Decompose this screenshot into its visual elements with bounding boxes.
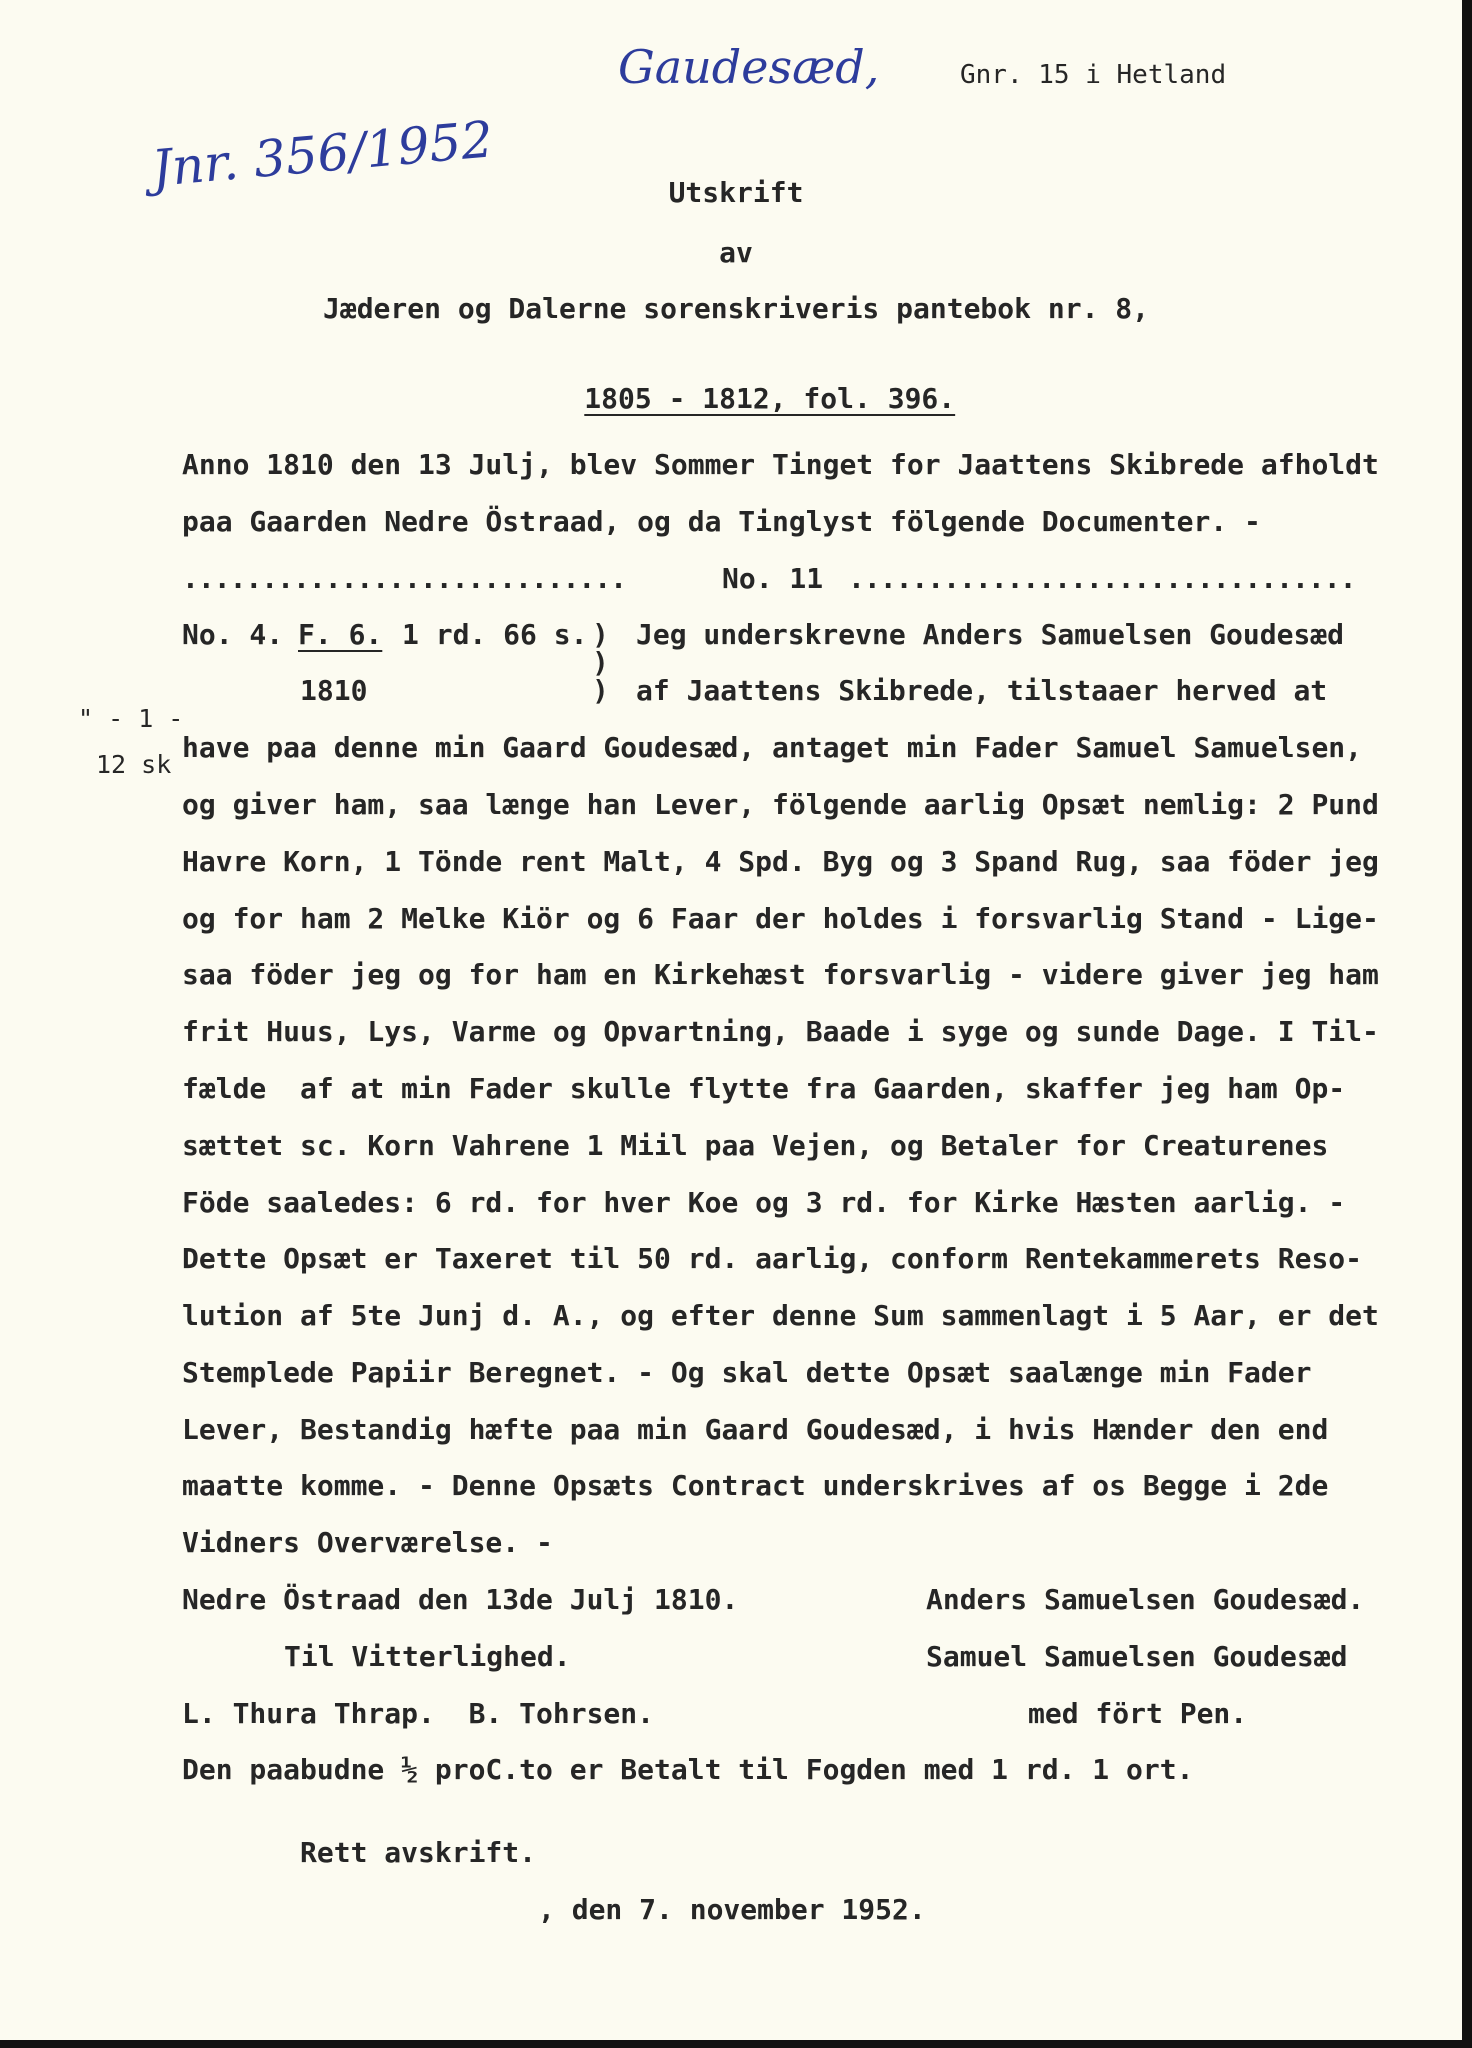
body-line: fælde af at min Fader skulle flytte fra Gaarden, skaffer jeg ham Op- bbox=[182, 1072, 1346, 1105]
body-line: Stemplede Papiir Beregnet. - Og skal dette Opsæt saalænge min Fader bbox=[182, 1356, 1312, 1389]
intro-line: Anno 1810 den 13 Julj, blev Sommer Tinget for Jaattens Skibrede afholdt bbox=[182, 448, 1379, 481]
intro-line: paa Gaarden Nedre Östraad, og da Tinglyst fölgende Documenter. - bbox=[182, 505, 1261, 538]
entry-ref-amount: 1 rd. 66 s. bbox=[402, 618, 588, 651]
body-line: Föde saaledes: 6 rd. for hver Koe og 3 rd. for Kirke Hæsten aarlig. - bbox=[182, 1186, 1346, 1219]
handwritten-journal-number: Jnr. 356/1952 bbox=[149, 110, 496, 198]
body-line: frit Huus, Lys, Varme og Opvartning, Baade i syge og sunde Dage. I Til- bbox=[182, 1015, 1379, 1048]
body-line: lution af 5te Junj d. A., og efter denne Sum sammenlagt i 5 Aar, er det bbox=[182, 1299, 1379, 1332]
entry-ref-number: No. 4. bbox=[182, 618, 284, 651]
title-period-text: 1805 - 1812, fol. 396. bbox=[584, 382, 956, 415]
body-line: Dette Opsæt er Taxeret til 50 rd. aarlig, conform Rentekammerets Reso- bbox=[182, 1242, 1363, 1275]
body-line: af Jaattens Skibrede, tilstaaer herved at bbox=[636, 674, 1328, 707]
body-line: maatte komme. - Denne Opsæts Contract underskrives af os Begge i 2de bbox=[182, 1469, 1329, 1502]
signature-samuel: Samuel Samuelsen Goudesæd bbox=[926, 1640, 1348, 1673]
body-line: have paa denne min Gaard Goudesæd, antaget min Fader Samuel Samuelsen, bbox=[182, 731, 1363, 764]
scan-border-bottom bbox=[0, 2040, 1472, 2048]
place-date: Nedre Östraad den 13de Julj 1810. bbox=[182, 1583, 739, 1616]
witness-label: Til Vitterlighed. bbox=[284, 1640, 571, 1673]
entry-ref-folio: F. 6. bbox=[298, 618, 383, 651]
dotted-leader-left: ............................ bbox=[182, 562, 627, 595]
title-source: Jæderen og Dalerne sorenskriveris pantebok nr. 8, bbox=[322, 292, 1149, 325]
certification-date: , den 7. november 1952. bbox=[538, 1893, 926, 1926]
margin-note: " - 1 - bbox=[78, 704, 184, 733]
title-period bbox=[0, 348, 1472, 450]
body-line: og for ham 2 Melke Kiör og 6 Faar der holdes i forsvarlig Stand - Lige- bbox=[182, 902, 1379, 935]
margin-note: 12 sk bbox=[96, 750, 172, 779]
body-line: saa föder jeg og for ham en Kirkehæst forsvarlig - videre giver jeg ham bbox=[182, 958, 1379, 991]
certification-statement: Rett avskrift. bbox=[300, 1836, 537, 1869]
handwritten-place-name: Gaudesæd, bbox=[618, 40, 880, 94]
bracket-mark: ) bbox=[592, 618, 609, 651]
body-line: Vidners Overværelse. - bbox=[182, 1526, 553, 1559]
bracket-mark: ) bbox=[592, 646, 609, 679]
title-av: av bbox=[719, 236, 753, 269]
fee-line: Den paabudne ½ proC.to er Betalt til Fogden med 1 rd. 1 ort. bbox=[182, 1753, 1194, 1786]
entry-number: No. 11 bbox=[722, 562, 824, 595]
body-line: sættet sc. Korn Vahrene 1 Miil paa Vejen, og Betaler for Creaturenes bbox=[182, 1129, 1329, 1162]
body-line: Lever, Bestandig hæfte paa min Gaard Goudesæd, i hvis Hænder den end bbox=[182, 1413, 1329, 1446]
farm-number: Gnr. 15 i Hetland bbox=[960, 60, 1227, 90]
dotted-leader-right: ................................ bbox=[848, 562, 1356, 595]
body-line: Jeg underskrevne Anders Samuelsen Goudesæd bbox=[636, 618, 1345, 651]
title-utskrift: Utskrift bbox=[668, 176, 804, 209]
pen-note: med fört Pen. bbox=[1028, 1697, 1248, 1730]
signature-anders: Anders Samuelsen Goudesæd. bbox=[926, 1583, 1365, 1616]
body-line: Havre Korn, 1 Tönde rent Malt, 4 Spd. Byg og 3 Spand Rug, saa föder jeg bbox=[182, 845, 1379, 878]
body-line: og giver ham, saa længe han Lever, fölgende aarlig Opsæt nemlig: 2 Pund bbox=[182, 788, 1379, 821]
scan-border-right bbox=[1462, 0, 1472, 2048]
witness-names: L. Thura Thrap. B. Tohrsen. bbox=[182, 1697, 655, 1730]
bracket-mark: ) bbox=[592, 674, 609, 707]
entry-ref-year: 1810 bbox=[300, 674, 368, 707]
